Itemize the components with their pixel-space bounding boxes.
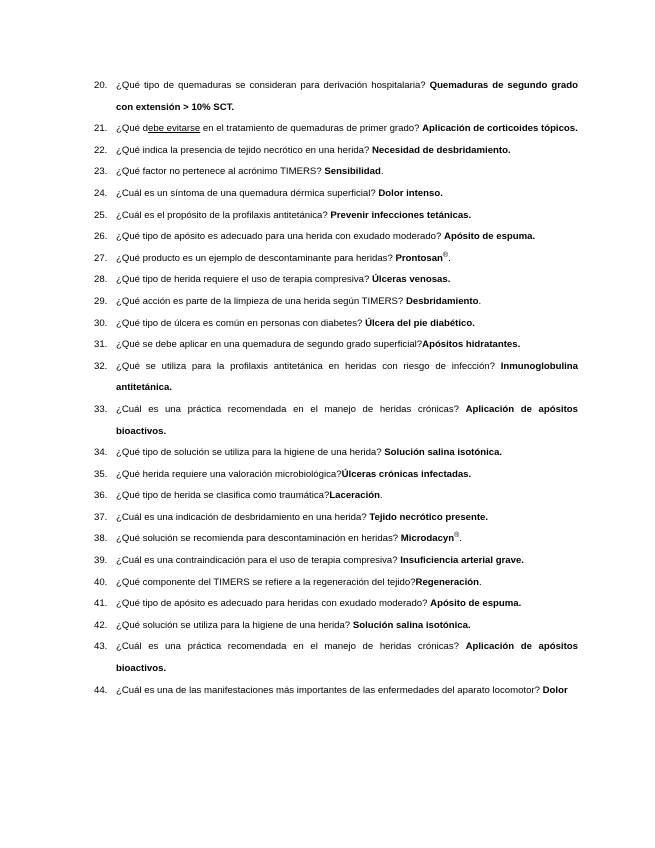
- question-text: ¿Qué herida requiere una valoración microbiológica?: [116, 468, 342, 480]
- answer-text: Microdacyn: [400, 533, 455, 545]
- answer-text: Prevenir infecciones tetánicas.: [330, 209, 472, 221]
- list-item-33: [94, 399, 578, 442]
- item-number: 29.: [94, 295, 108, 307]
- item-number: 27.: [94, 252, 108, 264]
- item-text: [116, 248, 578, 270]
- list-item-42: [94, 615, 578, 637]
- item-text: [116, 442, 578, 464]
- answer-text: Prontosan: [395, 252, 443, 264]
- item-number: 41.: [94, 598, 108, 610]
- question-list: [94, 75, 578, 701]
- item-text: [116, 572, 578, 594]
- answer-text: Desbridamiento: [405, 295, 479, 307]
- item-number: 20.: [94, 80, 108, 91]
- question-text: ¿Cuál es un síntoma de una quemadura dérmica superficial?: [116, 187, 379, 199]
- item-text: [116, 183, 578, 205]
- question-text: ¿Cuál es una práctica recomendada en el manejo de heridas crónicas?: [116, 403, 466, 415]
- answer-tail: .: [478, 576, 482, 588]
- item-number: 33.: [94, 403, 108, 415]
- list-item-44: [94, 680, 578, 702]
- answer-text: Solución salina isotónica.: [352, 619, 471, 631]
- list-item-22: [94, 140, 578, 162]
- answer-tail: .: [379, 490, 383, 502]
- question-text: ¿Qué tipo de herida se clasifica como traumática?: [116, 490, 330, 502]
- item-number: 25.: [94, 209, 108, 221]
- list-item-34: [94, 442, 578, 464]
- item-text: [116, 118, 578, 140]
- question-text: ¿Qué tipo de solución se utiliza para la higiene de una herida?: [116, 447, 385, 459]
- answer-text: Aplicación de apósitos bioactivos.: [116, 403, 578, 437]
- item-number: 23.: [94, 166, 108, 178]
- item-number: 35.: [94, 468, 108, 480]
- list-item-28: [94, 269, 578, 291]
- answer-tail: .: [380, 166, 384, 178]
- list-item-38: [94, 528, 578, 550]
- item-number: 43.: [94, 641, 108, 653]
- item-text: [116, 226, 578, 248]
- question-text: ¿Cuál es el propósito de la profilaxis antitetánica?: [116, 209, 331, 221]
- answer-text: Tejido necrótico presente.: [369, 511, 489, 523]
- item-text: [116, 313, 578, 335]
- item-number: 37.: [94, 511, 108, 523]
- item-text: [116, 75, 578, 118]
- item-number: 21.: [94, 123, 108, 135]
- item-text: [116, 485, 578, 507]
- item-text: [116, 507, 578, 529]
- list-item-37: [94, 507, 578, 529]
- registered-mark: ®: [454, 532, 460, 540]
- list-item-31: [94, 334, 578, 356]
- question-text: ¿Qué se utiliza para la profilaxis antitetánica en heridas con riesgo de infección?: [116, 360, 501, 372]
- answer-text: Necesidad de desbridamiento.: [372, 144, 511, 156]
- list-item-41: [94, 593, 578, 615]
- registered-mark: ®: [442, 251, 449, 259]
- question-text-end: en el tratamiento de quemaduras de primer grado?: [200, 123, 423, 135]
- item-text: [116, 140, 578, 162]
- item-number: 26.: [94, 231, 108, 243]
- underlined-text: ebe evitarse: [148, 123, 201, 135]
- item-number: 30.: [94, 317, 108, 329]
- list-item-27: [94, 248, 578, 270]
- question-text: ¿Qué indica la presencia de tejido necrótico en una herida?: [116, 144, 372, 156]
- question-text: ¿Qué acción es parte de la limpieza de una herida según TIMERS?: [116, 295, 406, 307]
- item-number: 44.: [94, 684, 108, 696]
- answer-text: Apósito de espuma.: [430, 598, 522, 610]
- answer-text: Dolor: [542, 684, 568, 696]
- item-number: 36.: [94, 490, 108, 502]
- item-number: 39.: [94, 555, 108, 567]
- item-text: [116, 399, 578, 442]
- item-number: 32.: [94, 360, 108, 372]
- item-text: [116, 615, 578, 637]
- list-item-40: [94, 572, 578, 594]
- question-text: ¿Qué producto es un ejemplo de descontaminante para heridas?: [116, 252, 396, 264]
- answer-text: Insuficiencia arterial grave.: [400, 555, 524, 567]
- item-number: 22.: [94, 144, 108, 156]
- item-number: 40.: [94, 576, 108, 588]
- item-number: 24.: [94, 187, 108, 199]
- answer-text: Inmunoglobulina antitetánica.: [116, 360, 578, 394]
- item-text: [116, 205, 578, 227]
- answer-text: Sensibilidad: [324, 166, 381, 178]
- answer-text: Úlceras venosas.: [371, 274, 451, 286]
- question-text: ¿Qué solución se recomienda para descontaminación en heridas?: [116, 533, 401, 545]
- question-text: ¿Qué tipo de apósito es adecuado para heridas con exudado moderado?: [116, 598, 431, 610]
- item-text: [116, 269, 578, 291]
- question-text: ¿Cuál es una práctica recomendada en el manejo de heridas crónicas?: [116, 641, 466, 653]
- item-text: [116, 680, 578, 702]
- answer-text: Aplicación de corticoides tópicos.: [422, 123, 578, 135]
- list-item-26: [94, 226, 578, 248]
- question-text: ¿Qué tipo de herida requiere el uso de terapia compresiva?: [116, 274, 372, 286]
- question-text: ¿Cuál es una de las manifestaciones más importantes de las enfermedades del aparato locomotor?: [116, 684, 543, 696]
- list-item-25: [94, 205, 578, 227]
- answer-tail: .: [448, 252, 451, 264]
- answer-text: Úlcera del pie diabético.: [365, 317, 475, 329]
- item-text: [116, 356, 578, 399]
- item-text: [116, 550, 578, 572]
- question-text: ¿Qué se debe aplicar en una quemadura de segundo grado superficial?: [116, 339, 423, 351]
- item-text: [116, 291, 578, 313]
- question-text: ¿Qué factor no pertenece al acrónimo TIMERS?: [116, 166, 325, 178]
- answer-text: Quemaduras de segundo grado con extensión > 10% SCT.: [116, 80, 578, 113]
- list-item-39: [94, 550, 578, 572]
- answer-text: Úlceras crónicas infectadas.: [341, 468, 472, 480]
- list-item-32: [94, 356, 578, 399]
- answer-text: Regeneración: [415, 576, 479, 588]
- item-text: [116, 334, 578, 356]
- item-number: 34.: [94, 447, 108, 459]
- item-text: [116, 464, 578, 486]
- question-text: ¿Cuál es una indicación de desbridamiento en una herida?: [116, 511, 370, 523]
- list-item-43: [94, 636, 578, 679]
- list-item-29: [94, 291, 578, 313]
- list-item-24: [94, 183, 578, 205]
- answer-text: Apósito de espuma.: [444, 231, 536, 243]
- question-text: ¿Qué solución se utiliza para la higiene de una herida?: [116, 619, 353, 631]
- item-text: [116, 528, 578, 550]
- answer-tail: .: [459, 533, 462, 545]
- list-item-36: [94, 485, 578, 507]
- answer-text: Aplicación de apósitos bioactivos.: [116, 641, 578, 675]
- list-item-30: [94, 313, 578, 335]
- item-number: 38.: [94, 533, 108, 545]
- item-text: [116, 636, 578, 679]
- list-item-20: [94, 75, 578, 118]
- list-item-21: [94, 118, 578, 140]
- item-number: 28.: [94, 274, 108, 286]
- answer-tail: .: [478, 295, 482, 307]
- question-text: ¿Qué tipo de úlcera es común en personas con diabetes?: [116, 317, 366, 329]
- answer-text: Apósitos hidratantes.: [422, 339, 521, 351]
- list-item-23: [94, 161, 578, 183]
- answer-text: Laceración: [329, 490, 380, 502]
- list-item-35: [94, 464, 578, 486]
- question-text: ¿Qué componente del TIMERS se refiere a la regeneración del tejido?: [116, 576, 416, 588]
- question-text: ¿Cuál es una contraindicación para el uso de terapia compresiva?: [116, 555, 401, 567]
- item-text: [116, 593, 578, 615]
- item-text: [116, 161, 578, 183]
- answer-text: Solución salina isotónica.: [384, 447, 503, 459]
- question-text: ¿Qué tipo de quemaduras se consideran para derivación hospitalaria?: [116, 80, 430, 91]
- item-number: 31.: [94, 339, 108, 351]
- question-text: ¿Qué tipo de apósito es adecuado para una herida con exudado moderado?: [116, 231, 445, 243]
- question-text-start: ¿Qué d: [116, 123, 148, 135]
- item-number: 42.: [94, 619, 108, 631]
- answer-text: Dolor intenso.: [378, 187, 443, 199]
